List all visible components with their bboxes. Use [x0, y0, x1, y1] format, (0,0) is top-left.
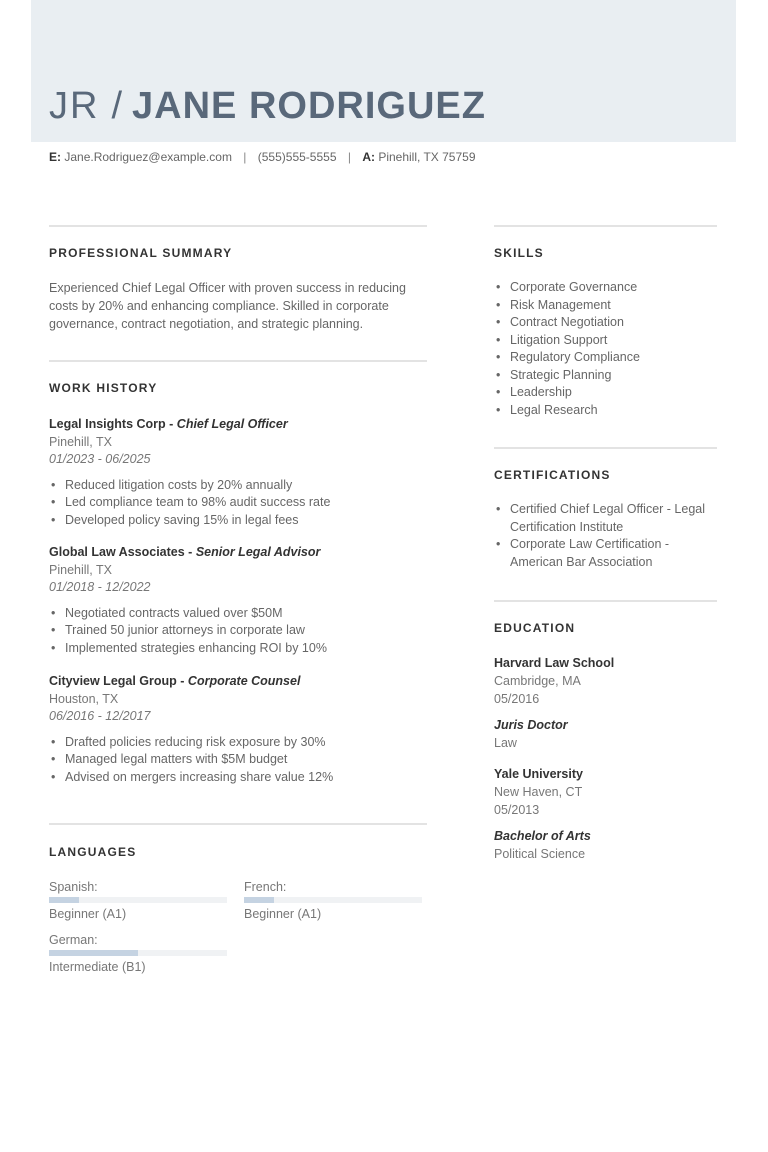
- education-school: Harvard Law School: [494, 656, 615, 670]
- contact-line: [49, 150, 476, 164]
- job-bullet: • Advised on mergers increasing share value 12%: [49, 769, 429, 787]
- certification-line: Certified Chief Legal Officer - Legal: [510, 502, 706, 516]
- job-location: Pinehill, TX: [49, 562, 112, 577]
- name-initials: JR: [49, 85, 100, 127]
- language-name: Spanish:: [49, 880, 98, 894]
- job-dates: 01/2018 - 12/2022: [49, 580, 151, 594]
- job-dates: 06/2016 - 12/2017: [49, 709, 151, 723]
- job-bullet: • Implemented strategies enhancing ROI by 10%: [49, 640, 429, 658]
- skill-item: • Legal Research: [494, 402, 716, 420]
- summary-text: [49, 279, 429, 333]
- section-divider: [49, 823, 427, 825]
- language-item: [49, 879, 227, 922]
- job-bullets: [49, 734, 429, 787]
- phone-value[interactable]: (555)555-5555: [257, 150, 337, 164]
- job-company: Cityview Legal Group: [49, 674, 177, 688]
- education-location: New Haven, CT: [494, 785, 583, 799]
- education-heading: EDUCATION: [494, 621, 576, 635]
- skills-heading: SKILLS: [494, 246, 544, 260]
- language-name: German:: [49, 933, 98, 947]
- section-divider: [49, 225, 427, 227]
- email-value[interactable]: Jane.Rodriguez@example.com: [64, 150, 232, 164]
- job-bullet: • Developed policy saving 15% in legal fees: [49, 512, 429, 530]
- job-bullet: • Led compliance team to 98% audit success rate: [49, 494, 429, 512]
- certification-item: [494, 501, 716, 536]
- education-date: 05/2013: [494, 803, 540, 817]
- section-divider: [494, 447, 717, 449]
- name-slash: /: [111, 85, 123, 127]
- job-bullet: • Negotiated contracts valued over $50M: [49, 605, 429, 623]
- language-item: [244, 879, 422, 922]
- section-divider: [494, 600, 717, 602]
- section-divider: [49, 360, 427, 362]
- summary-line: costs by 20% and enhancing compliance. Skilled in corporate: [49, 299, 389, 313]
- summary-line: governance, contract negotiation, and strategic planning.: [49, 317, 364, 331]
- skill-item: • Litigation Support: [494, 332, 716, 350]
- education-field: Law: [494, 736, 517, 750]
- job-entry: [49, 416, 429, 529]
- education-date: 05/2016: [494, 692, 540, 706]
- job-dash: -: [165, 417, 177, 431]
- job-bullet: • Reduced litigation costs by 20% annually: [49, 477, 429, 495]
- education-degree: Juris Doctor: [494, 718, 568, 732]
- full-name: JANE RODRIGUEZ: [132, 85, 486, 127]
- language-level: Intermediate (B1): [49, 960, 146, 974]
- language-level: Beginner (A1): [244, 907, 322, 921]
- skill-item: • Risk Management: [494, 297, 716, 315]
- skill-item: • Strategic Planning: [494, 367, 716, 385]
- job-bullet: • Trained 50 junior attorneys in corporate law: [49, 622, 429, 640]
- skill-item: • Regulatory Compliance: [494, 349, 716, 367]
- job-entry: [49, 544, 429, 657]
- language-proficiency-fill: [244, 897, 274, 903]
- job-bullet: • Drafted policies reducing risk exposure by 30%: [49, 734, 429, 752]
- certification-item: [494, 536, 716, 571]
- contact-separator: |: [243, 150, 247, 164]
- job-role: Senior Legal Advisor: [195, 545, 321, 559]
- job-location: Houston, TX: [49, 691, 119, 706]
- education-degree: Bachelor of Arts: [494, 829, 591, 843]
- contact-separator: |: [347, 150, 351, 164]
- job-role: Chief Legal Officer: [176, 417, 288, 431]
- job-bullets: [49, 477, 429, 530]
- language-proficiency-bar: [49, 950, 227, 956]
- job-title-line: [49, 673, 429, 691]
- language-item: [49, 932, 227, 975]
- address-label: A:: [362, 150, 375, 164]
- email-label: E:: [49, 150, 61, 164]
- job-title-line: [49, 416, 429, 434]
- certification-line: American Bar Association: [510, 554, 653, 569]
- certification-line: Corporate Law Certification -: [510, 537, 670, 551]
- job-dash: -: [176, 674, 188, 688]
- education-school: Yale University: [494, 767, 583, 781]
- education-list: [494, 654, 614, 863]
- language-name: French:: [244, 880, 287, 894]
- certifications-list: [494, 501, 716, 571]
- job-entry: [49, 673, 429, 786]
- job-role: Corporate Counsel: [187, 674, 301, 688]
- job-dash: -: [184, 545, 196, 559]
- skill-item: • Contract Negotiation: [494, 314, 716, 332]
- summary-line: Experienced Chief Legal Officer with proven success in reducing: [49, 281, 406, 295]
- education-location: Cambridge, MA: [494, 674, 581, 688]
- skills-list: [494, 279, 716, 419]
- language-level: Beginner (A1): [49, 907, 127, 921]
- job-company: Legal Insights Corp: [49, 417, 166, 431]
- language-proficiency-bar: [244, 897, 422, 903]
- skill-item: • Leadership: [494, 384, 716, 402]
- certification-line: Certification Institute: [510, 519, 624, 534]
- section-divider: [494, 225, 717, 227]
- language-proficiency-fill: [49, 950, 138, 956]
- skill-item: • Corporate Governance: [494, 279, 716, 297]
- certifications-heading: CERTIFICATIONS: [494, 468, 611, 482]
- job-title-line: [49, 544, 429, 562]
- summary-heading: PROFESSIONAL SUMMARY: [49, 246, 233, 260]
- job-bullets: [49, 605, 429, 658]
- job-bullet: • Managed legal matters with $5M budget: [49, 751, 429, 769]
- resume-name: [49, 84, 486, 128]
- job-company: Global Law Associates: [49, 545, 185, 559]
- education-field: Political Science: [494, 847, 586, 861]
- language-proficiency-bar: [49, 897, 227, 903]
- languages-heading: LANGUAGES: [49, 845, 137, 859]
- language-proficiency-fill: [49, 897, 79, 903]
- job-location: Pinehill, TX: [49, 434, 112, 449]
- address-value: Pinehill, TX 75759: [378, 150, 476, 164]
- work-history-heading: WORK HISTORY: [49, 381, 158, 395]
- job-dates: 01/2023 - 06/2025: [49, 452, 151, 466]
